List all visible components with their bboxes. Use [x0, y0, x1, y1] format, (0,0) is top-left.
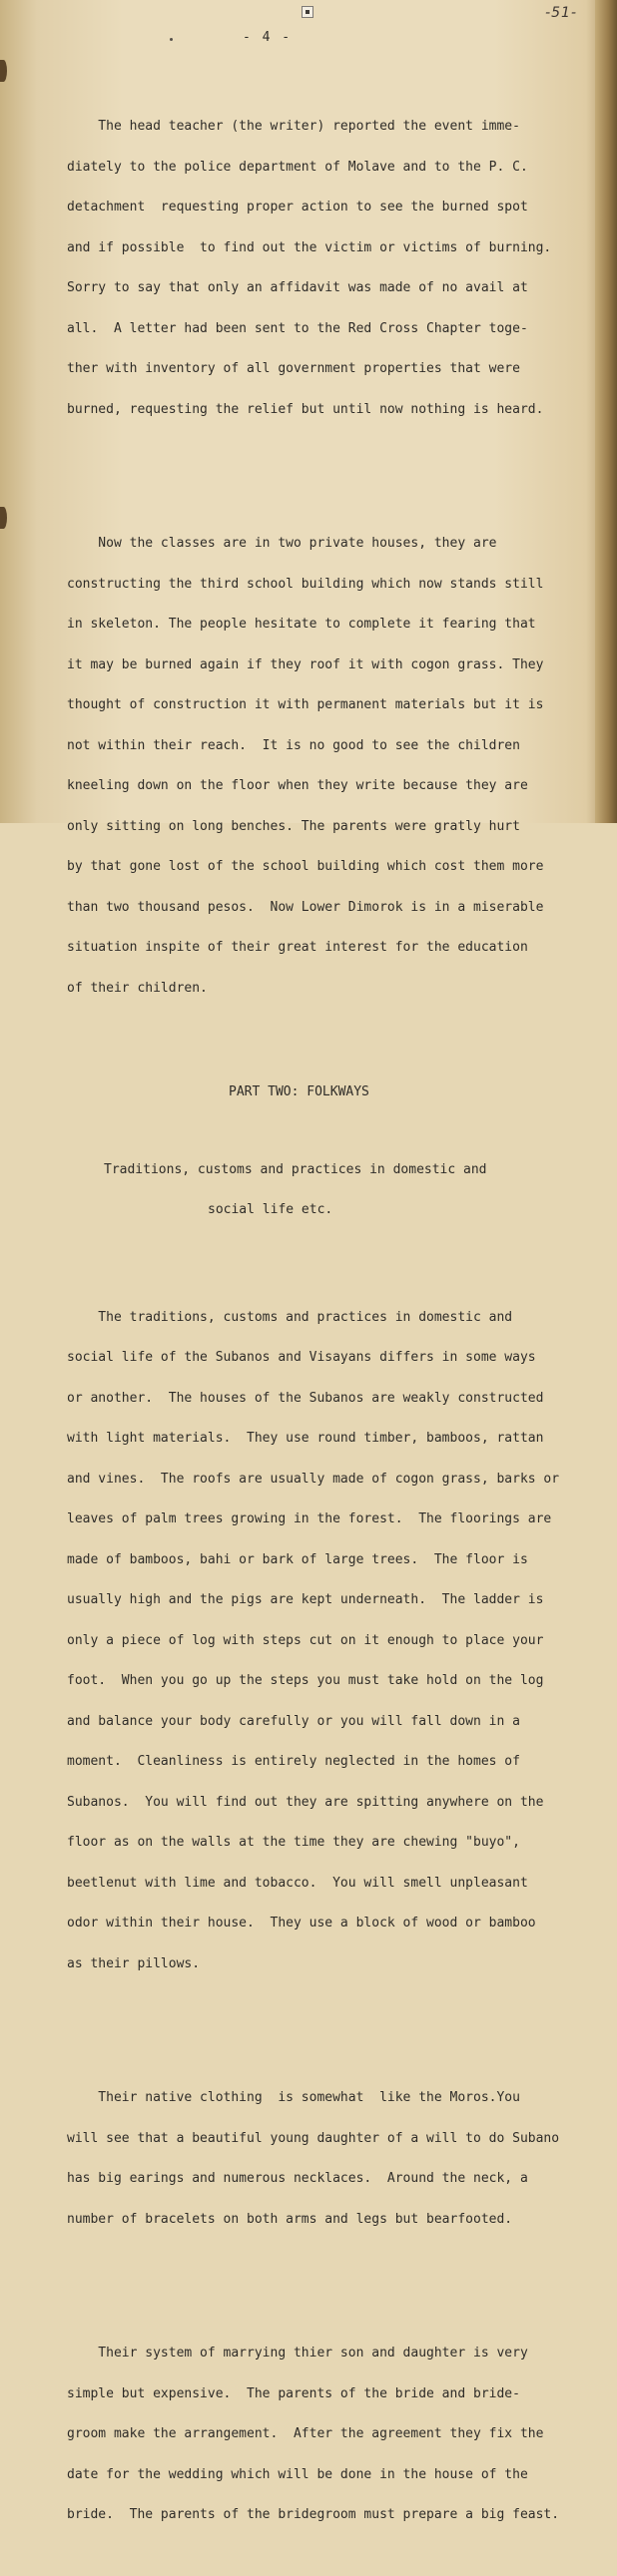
- text-line: Sorry to say that only an affidavit was made of no avail at: [67, 280, 528, 295]
- text-line: floor as on the walls at the time they are chewing "buyo",: [67, 1835, 520, 1850]
- text-line: simple but expensive. The parents of the bride and bride-: [67, 2385, 520, 2401]
- text-line: Subanos. You will find out they are spitting anywhere on the: [67, 1794, 544, 1810]
- text-line: situation inspite of their great interest for the education: [67, 940, 528, 955]
- text-line: by that gone lost of the school building which cost them more: [67, 859, 544, 874]
- text-line: and if possible to find out the victim or victims of burning.: [67, 239, 552, 255]
- text-line: The traditions, customs and practices in domestic and: [67, 1309, 513, 1325]
- page-number: - 4 -: [243, 30, 293, 45]
- text-line: bride. The parents of the bridegroom must prepare a big feast.: [67, 2507, 560, 2522]
- text-line: all. A letter had been sent to the Red Cross Chapter toge-: [67, 320, 528, 336]
- document-body: [67, 66, 560, 2576]
- text-line: will see that a beautiful young daughter of a will to do Subano: [67, 2130, 560, 2146]
- text-line: foot. When you go up the steps you must take hold on the log: [67, 1673, 544, 1688]
- text-line: date for the wedding which will be done in the house of the: [67, 2466, 528, 2482]
- section-subheading: Traditions, customs and practices in domestic and: [104, 1161, 487, 1177]
- paragraph-houses: [67, 1284, 560, 1998]
- section-subheading: social life etc.: [208, 1202, 333, 1217]
- text-line: only sitting on long benches. The parents were gratly hurt: [67, 818, 520, 834]
- text-line: Now the classes are in two private houses, they are: [67, 536, 497, 551]
- text-line: burned, requesting the relief but until now nothing is heard.: [67, 401, 544, 417]
- text-line: The head teacher (the writer) reported the event imme-: [67, 119, 520, 134]
- text-line: leaves of palm trees growing in the forest. The floorings are: [67, 1511, 552, 1526]
- paragraph-classes: [67, 510, 546, 1022]
- section-heading: PART TWO: FOLKWAYS: [229, 1084, 369, 1099]
- text-line: kneeling down on the floor when they write because they are: [67, 778, 528, 793]
- text-line: social life of the Subanos and Visayans differs in some ways: [67, 1350, 536, 1365]
- text-line: diately to the police department of Molave and to the P. C.: [67, 159, 528, 175]
- text-line: Their system of marrying thier son and daughter is very: [67, 2346, 528, 2361]
- text-line: number of bracelets on both arms and legs but bearfooted.: [67, 2211, 513, 2227]
- paragraph-clothing: [67, 2064, 560, 2253]
- text-line: constructing the third school building which now stands still: [67, 576, 544, 592]
- text-line: usually high and the pigs are kept underneath. The ladder is: [67, 1592, 544, 1607]
- binding-hole: [0, 60, 7, 82]
- text-line: as their pillows.: [67, 1955, 201, 1971]
- text-line: has big earings and numerous necklaces. Around the neck, a: [67, 2171, 528, 2186]
- text-line: of their children.: [67, 980, 208, 996]
- paragraph-marriage: [67, 2320, 560, 2549]
- text-line: thought of construction it with permanent materials but it is: [67, 697, 544, 712]
- text-line: and vines. The roofs are usually made of cogon grass, barks or: [67, 1471, 560, 1487]
- page-stamp-number: -51-: [545, 5, 577, 21]
- archive-mark-icon: [302, 6, 313, 18]
- text-line: moment. Cleanliness is entirely neglected in the homes of: [67, 1754, 520, 1769]
- page-edge-shadow: [595, 0, 617, 823]
- binding-hole: [0, 507, 7, 529]
- text-line: not within their reach. It is no good to see the children: [67, 737, 520, 753]
- text-line: made of bamboos, bahi or bark of large trees. The floor is: [67, 1551, 528, 1567]
- paragraph-incident-report: [67, 93, 552, 443]
- text-line: beetlenut with lime and tobacco. You will smell unpleasant: [67, 1875, 528, 1891]
- text-line: detachment requesting proper action to see the burned spot: [67, 200, 528, 215]
- text-line: ther with inventory of all government properties that were: [67, 361, 520, 376]
- text-line: Their native clothing is somewhat like the Moros.You: [67, 2090, 520, 2105]
- text-line: odor within their house. They use a block of wood or bamboo: [67, 1916, 536, 1931]
- text-line: with light materials. They use round timber, bamboos, rattan: [67, 1431, 544, 1446]
- text-line: only a piece of log with steps cut on it enough to place your: [67, 1632, 544, 1648]
- text-line: it may be burned again if they roof it with cogon grass. They: [67, 656, 544, 672]
- text-line: than two thousand pesos. Now Lower Dimorok is in a miserable: [67, 899, 544, 915]
- text-line: groom make the arrangement. After the agreement they fix the: [67, 2426, 544, 2441]
- ink-dot: [170, 38, 173, 41]
- text-line: in skeleton. The people hesitate to complete it fearing that: [67, 617, 536, 632]
- text-line: or another. The houses of the Subanos are weakly constructed: [67, 1390, 544, 1406]
- text-line: and balance your body carefully or you will fall down in a: [67, 1713, 520, 1729]
